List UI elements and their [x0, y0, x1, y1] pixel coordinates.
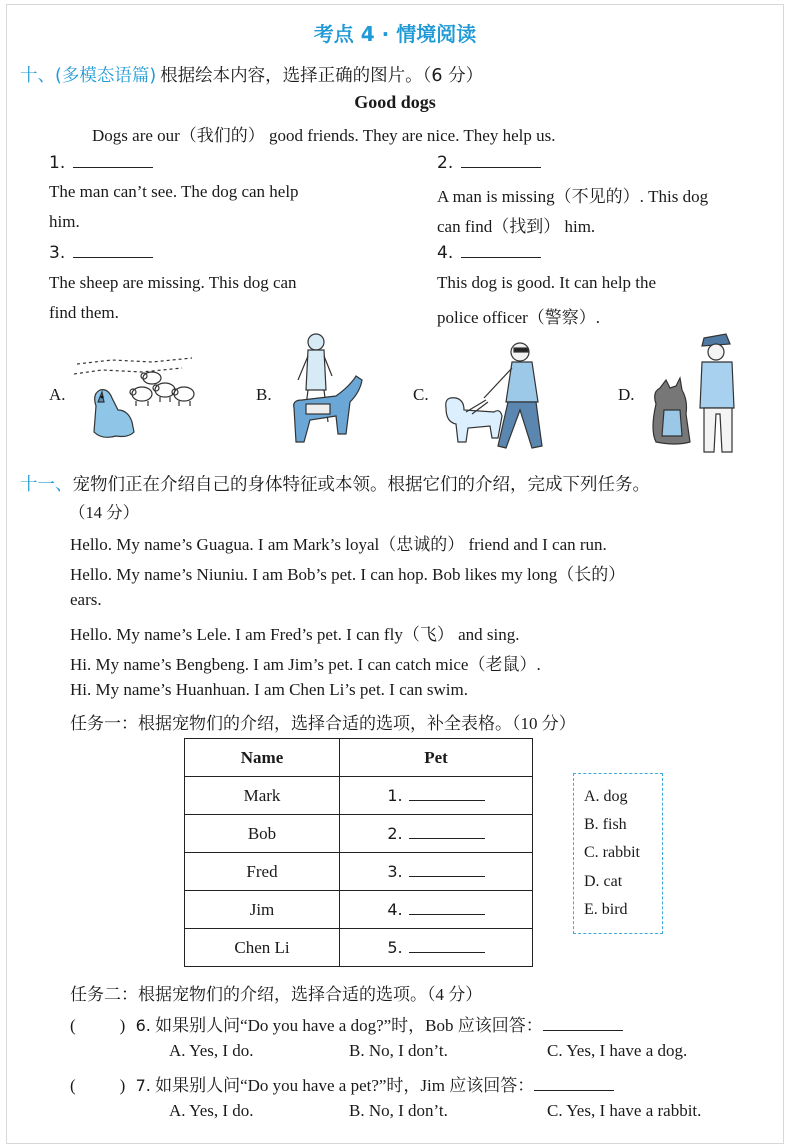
- pet-table: [184, 738, 533, 967]
- question-7: [70, 1071, 614, 1096]
- item-4-line2: police officer（警察）.: [437, 308, 601, 327]
- row-name: Fred: [185, 853, 340, 891]
- page-title: 考点 4 · 情境阅读: [313, 22, 477, 46]
- item-1-line2: him.: [49, 212, 80, 231]
- section-10-heading: [20, 62, 483, 87]
- answer-blank-1[interactable]: [73, 167, 153, 168]
- item-3-line2: find them.: [49, 303, 119, 322]
- picture-c-label: C.: [413, 385, 429, 404]
- row-answer[interactable]: 2.: [340, 815, 533, 853]
- row-answer[interactable]: 4.: [340, 891, 533, 929]
- item-4-line1: This dog is good. It can help the: [437, 273, 657, 292]
- section-11-heading: [20, 471, 650, 496]
- answer-blank-q6[interactable]: [543, 1030, 623, 1031]
- section-11-instruction: 宠物们正在介绍自己的身体特征或本领。根据它们的介绍，完成下列任务。: [72, 475, 650, 495]
- header-name: Name: [185, 739, 340, 777]
- answer-blank-t5[interactable]: [409, 952, 485, 953]
- guide-dog-picture: [436, 338, 566, 454]
- row-answer[interactable]: 5.: [340, 929, 533, 967]
- item-3-line1: The sheep are missing. This dog can: [49, 273, 297, 292]
- option-c: C. rabbit: [584, 844, 640, 861]
- section-10-number: 十、: [20, 66, 55, 86]
- answer-paren-open-6[interactable]: (: [70, 1016, 76, 1035]
- police-dog-picture: [646, 330, 756, 458]
- dog-with-sheep-picture: [72, 352, 212, 448]
- q7-choice-c: C. Yes, I have a rabbit.: [547, 1101, 702, 1120]
- q7-choice-b: B. No, I don’t.: [349, 1101, 448, 1120]
- question-6-number: 6.: [135, 1016, 151, 1035]
- item-1-line1: The man can’t see. The dog can help: [49, 182, 299, 201]
- row-name: Chen Li: [185, 929, 340, 967]
- section-10-tag: (多模态语篇): [55, 66, 157, 86]
- option-b: B. fish: [584, 816, 627, 833]
- section-11-score: （14 分）: [69, 503, 140, 522]
- answer-blank-q7[interactable]: [534, 1090, 614, 1091]
- passage-line-6: Hi. My name’s Huanhuan. I am Chen Li’s pet. I can swim.: [70, 680, 469, 699]
- picture-d-label: D.: [618, 385, 635, 404]
- picture-b-label: B.: [256, 385, 272, 404]
- question-7-text: 如果别人问“Do you have a pet?”时，Jim 应该回答：: [155, 1076, 535, 1095]
- answer-blank-t4[interactable]: [409, 914, 485, 915]
- story-title: Good dogs: [354, 92, 436, 112]
- row-answer[interactable]: 1.: [340, 777, 533, 815]
- item-3-number: 3.: [49, 243, 153, 263]
- answer-blank-t3[interactable]: [409, 876, 485, 877]
- question-6-text: 如果别人问“Do you have a dog?”时，Bob 应该回答：: [155, 1016, 543, 1035]
- passage-line-5: Hi. My name’s Bengbeng. I am Jim’s pet. I can catch mice（老鼠）.: [70, 655, 541, 674]
- section-10-instruction: 根据绘本内容，选择正确的图片。（6 分）: [160, 66, 484, 86]
- answer-blank-t2[interactable]: [409, 838, 485, 839]
- picture-a-label: A.: [49, 385, 66, 404]
- rescue-dog-picture: [276, 330, 368, 454]
- q6-choice-b: B. No, I don’t.: [349, 1041, 448, 1060]
- answer-blank-2[interactable]: [461, 167, 541, 168]
- answer-paren-close-7[interactable]: ): [119, 1076, 126, 1095]
- header-pet: Pet: [340, 739, 533, 777]
- task-1-title: 任务一：根据宠物们的介绍，选择合适的选项，补全表格。（10 分）: [70, 714, 576, 733]
- table-row: [185, 891, 533, 929]
- table-row: [185, 815, 533, 853]
- table-row: [185, 777, 533, 815]
- answer-blank-3[interactable]: [73, 257, 153, 258]
- q6-choice-c: C. Yes, I have a dog.: [547, 1041, 688, 1060]
- answer-blank-4[interactable]: [461, 257, 541, 258]
- option-e: E. bird: [584, 901, 628, 918]
- answer-paren-close-6[interactable]: ): [119, 1016, 126, 1035]
- item-2-line1: A man is missing（不见的）. This dog: [437, 187, 709, 206]
- table-row: [185, 853, 533, 891]
- option-d: D. cat: [584, 873, 623, 890]
- question-7-number: 7.: [135, 1076, 151, 1095]
- q7-choice-a: A. Yes, I do.: [169, 1101, 254, 1120]
- row-name: Bob: [185, 815, 340, 853]
- question-6: [70, 1011, 623, 1036]
- passage-line-2: Hello. My name’s Niuniu. I am Bob’s pet. I can hop. Bob likes my long（长的）: [70, 565, 626, 584]
- item-2-number: 2.: [437, 153, 541, 173]
- section-11-number: 十一、: [20, 475, 73, 495]
- row-name: Mark: [185, 777, 340, 815]
- table-row: [185, 929, 533, 967]
- options-box: [573, 773, 663, 934]
- item-4-number: 4.: [437, 243, 541, 263]
- row-answer[interactable]: 3.: [340, 853, 533, 891]
- q6-choice-a: A. Yes, I do.: [169, 1041, 254, 1060]
- story-intro: Dogs are our（我们的） good friends. They are nice. They help us.: [92, 126, 556, 145]
- row-name: Jim: [185, 891, 340, 929]
- item-2-line2: can find（找到） him.: [437, 217, 596, 236]
- table-header-row: [185, 739, 533, 777]
- passage-line-4: Hello. My name’s Lele. I am Fred’s pet. I can fly（飞） and sing.: [70, 625, 520, 644]
- option-a: A. dog: [584, 788, 628, 805]
- item-1-number: 1.: [49, 153, 153, 173]
- answer-paren-open-7[interactable]: (: [70, 1076, 76, 1095]
- answer-blank-t1[interactable]: [409, 800, 485, 801]
- passage-line-3: ears.: [70, 590, 102, 609]
- task-2-title: 任务二：根据宠物们的介绍，选择合适的选项。（4 分）: [70, 985, 483, 1004]
- passage-line-1: Hello. My name’s Guagua. I am Mark’s loyal（忠诚的） friend and I can run.: [70, 535, 607, 554]
